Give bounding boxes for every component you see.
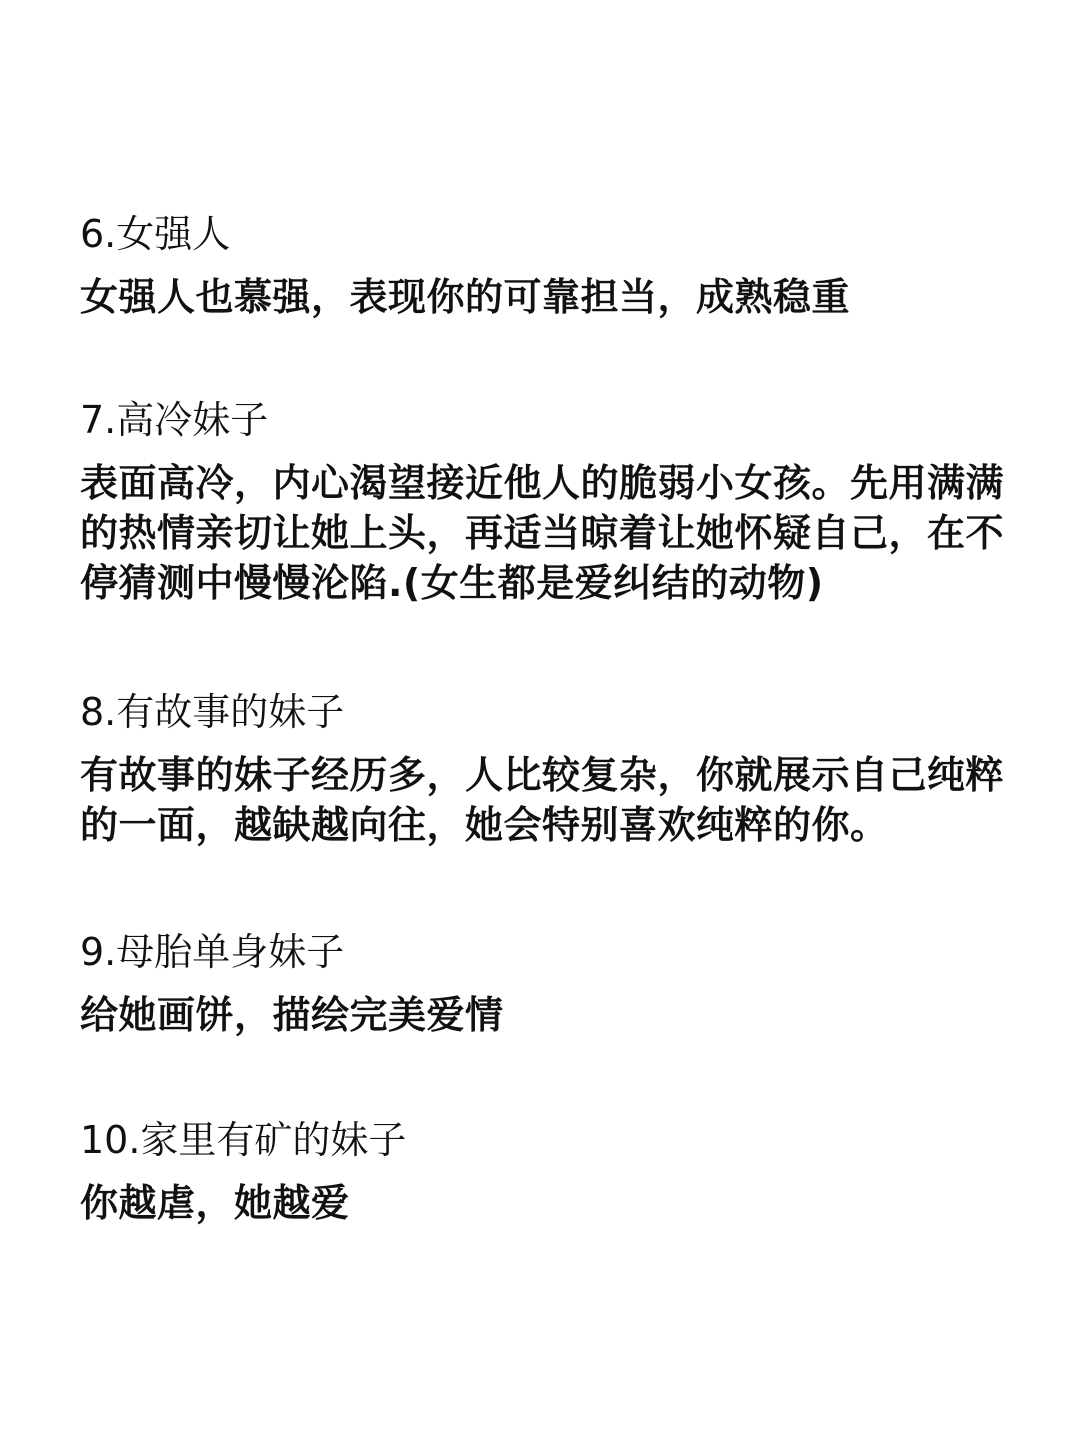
section-body: [80, 1178, 1010, 1228]
body-line: 的热情亲切让她上头，再适当晾着让她怀疑自己，在不: [80, 511, 1005, 555]
section-8: [80, 688, 1010, 850]
body-line: 有故事的妹子经历多，人比较复杂，你就展示自己纯粹: [80, 753, 1005, 797]
section-body: [80, 990, 1010, 1040]
section-heading: 10.家里有矿的妹子: [80, 1118, 407, 1162]
section-heading: 6.女强人: [80, 212, 231, 256]
body-line: 你越虐，她越爱: [80, 1181, 350, 1225]
section-heading: 8.有故事的妹子: [80, 690, 345, 734]
section-6: [80, 210, 1010, 322]
section-body: [80, 458, 1010, 608]
body-line: 停猜测中慢慢沦陷.(女生都是爱纠结的动物): [80, 561, 824, 605]
section-heading: 9.母胎单身妹子: [80, 930, 345, 974]
section-body: [80, 272, 1010, 322]
section-body: [80, 750, 1010, 850]
body-line: 给她画饼，描绘完美爱情: [80, 993, 504, 1037]
section-heading: 7.高冷妹子: [80, 398, 269, 442]
section-10: [80, 1116, 1010, 1228]
body-line: 的一面，越缺越向往，她会特别喜欢纯粹的你。: [80, 803, 889, 847]
body-line: 表面高冷，内心渴望接近他人的脆弱小女孩。先用满满: [80, 461, 1005, 505]
section-7: [80, 396, 1010, 608]
body-line: 女强人也慕强，表现你的可靠担当，成熟稳重: [80, 275, 851, 319]
section-9: [80, 928, 1010, 1040]
